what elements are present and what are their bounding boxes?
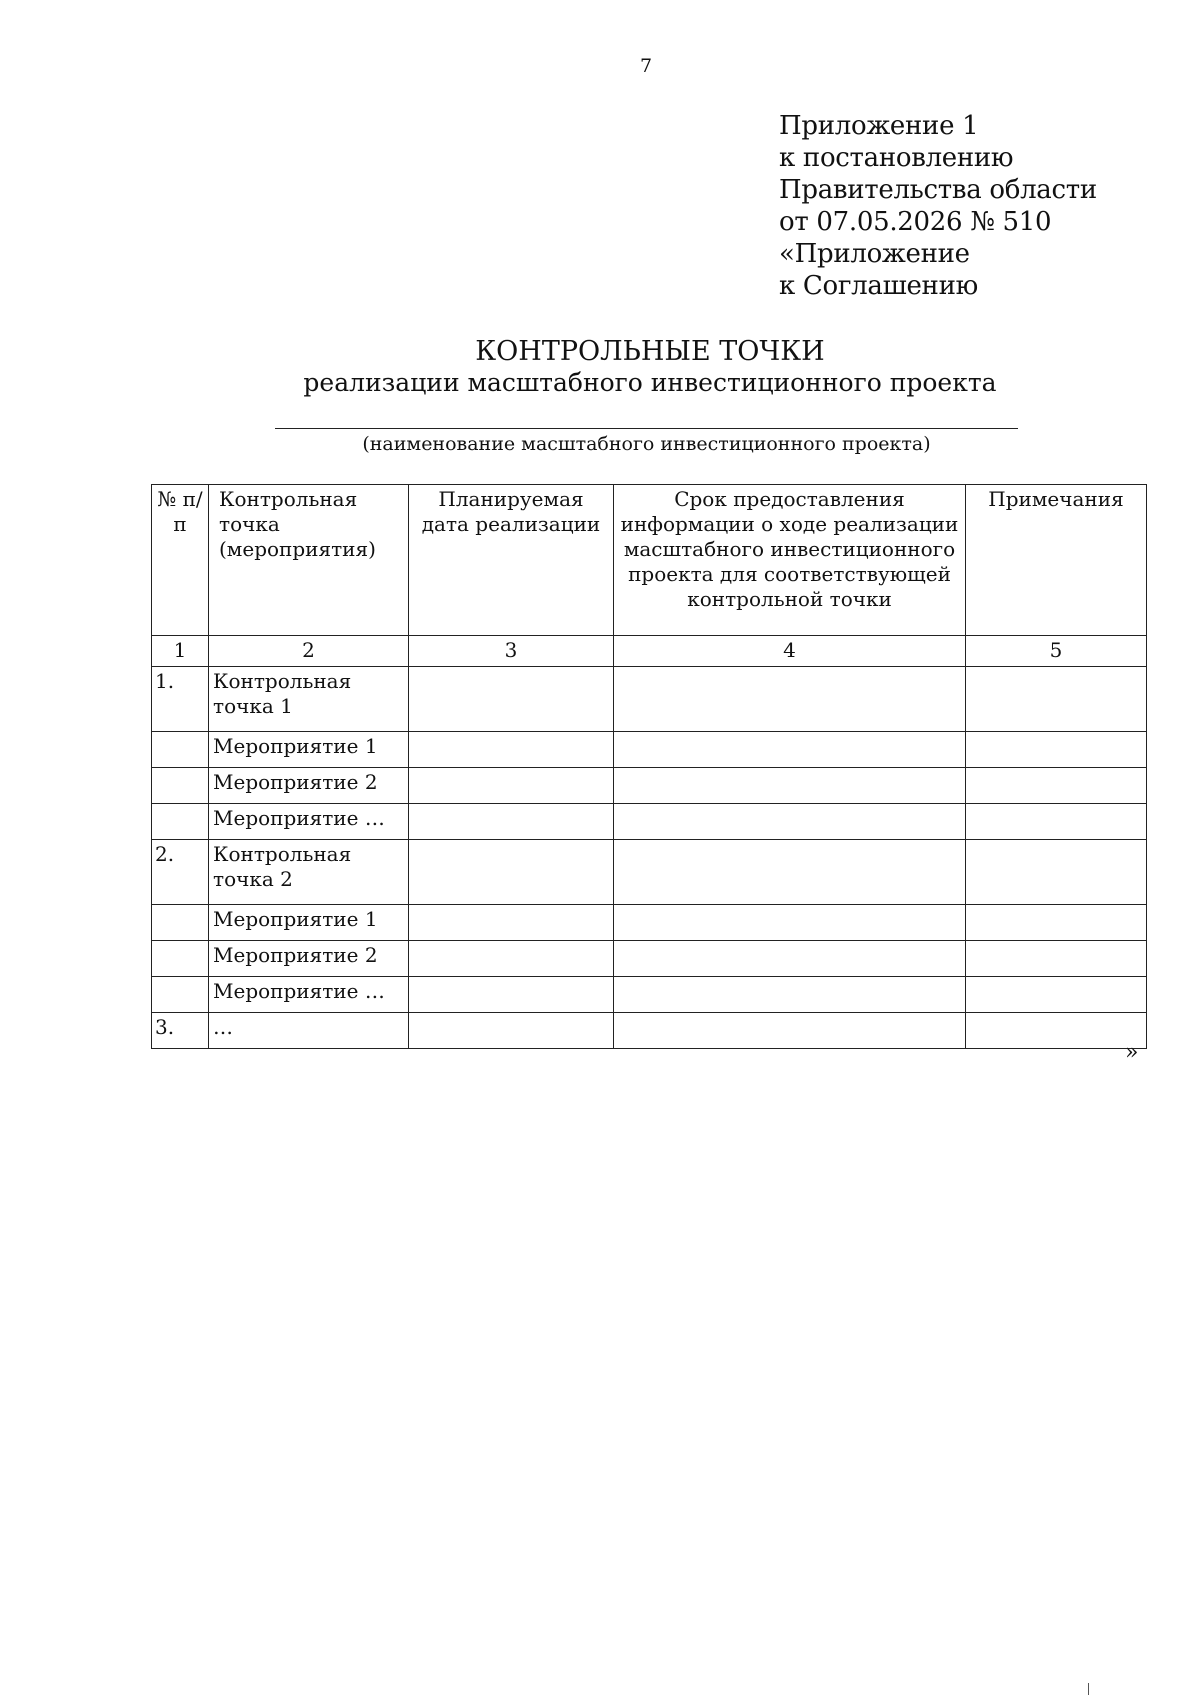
appendix-line: к постановлению bbox=[779, 143, 1014, 173]
appendix-line: к Соглашению bbox=[779, 271, 978, 301]
row-name-cell: Контрольная точка 2 bbox=[209, 840, 409, 905]
row-number-cell: 3. bbox=[152, 1013, 209, 1049]
header-cell: Примечания bbox=[966, 485, 1147, 636]
appendix-line: Правительства области bbox=[779, 175, 1097, 205]
page-number: 7 bbox=[640, 55, 653, 77]
report-deadline-cell bbox=[614, 732, 966, 768]
row-number-cell bbox=[152, 977, 209, 1013]
row-name-cell: Контрольная точка 1 bbox=[209, 667, 409, 732]
table-header-row bbox=[152, 485, 1147, 636]
row-number-cell bbox=[152, 941, 209, 977]
row-number-cell bbox=[152, 768, 209, 804]
notes-cell bbox=[966, 667, 1147, 732]
report-deadline-cell bbox=[614, 768, 966, 804]
report-deadline-cell bbox=[614, 840, 966, 905]
notes-cell bbox=[966, 977, 1147, 1013]
report-deadline-cell bbox=[614, 941, 966, 977]
table-row bbox=[152, 941, 1147, 977]
row-number-cell bbox=[152, 732, 209, 768]
table-row bbox=[152, 804, 1147, 840]
document-title: КОНТРОЛЬНЫЕ ТОЧКИ bbox=[475, 336, 825, 367]
planned-date-cell bbox=[409, 667, 614, 732]
planned-date-cell bbox=[409, 941, 614, 977]
planned-date-cell bbox=[409, 977, 614, 1013]
appendix-block bbox=[779, 110, 1097, 302]
notes-cell bbox=[966, 1013, 1147, 1049]
table-row bbox=[152, 667, 1147, 732]
row-name-cell: Мероприятие 2 bbox=[209, 941, 409, 977]
table-row bbox=[152, 732, 1147, 768]
header-cell: Контрольная точка (мероприятия) bbox=[209, 485, 409, 636]
notes-cell bbox=[966, 768, 1147, 804]
row-name-cell: Мероприятие … bbox=[209, 977, 409, 1013]
row-number-cell bbox=[152, 905, 209, 941]
row-name-cell: … bbox=[209, 1013, 409, 1049]
column-number-cell: 1 bbox=[152, 636, 209, 667]
planned-date-cell bbox=[409, 905, 614, 941]
row-name-cell: Мероприятие … bbox=[209, 804, 409, 840]
notes-cell bbox=[966, 804, 1147, 840]
project-name-line bbox=[275, 428, 1018, 429]
row-number-cell: 2. bbox=[152, 840, 209, 905]
table-row bbox=[152, 977, 1147, 1013]
table-row bbox=[152, 1013, 1147, 1049]
appendix-line: Приложение 1 bbox=[779, 111, 979, 141]
scan-edge-mark bbox=[1088, 1683, 1089, 1695]
row-number-cell bbox=[152, 804, 209, 840]
header-cell: Планируемая дата реализации bbox=[409, 485, 614, 636]
notes-cell bbox=[966, 732, 1147, 768]
report-deadline-cell bbox=[614, 1013, 966, 1049]
notes-cell bbox=[966, 905, 1147, 941]
header-cell: Срок предоставления информации о ходе реализации масштабного инвестиционного проекта для соответствующей контрольной точки bbox=[614, 485, 966, 636]
row-name-cell: Мероприятие 2 bbox=[209, 768, 409, 804]
planned-date-cell bbox=[409, 768, 614, 804]
column-number-cell: 4 bbox=[614, 636, 966, 667]
table-row bbox=[152, 768, 1147, 804]
planned-date-cell bbox=[409, 840, 614, 905]
report-deadline-cell bbox=[614, 905, 966, 941]
closing-quote: » bbox=[1125, 1040, 1139, 1065]
header-cell: № п/п bbox=[152, 485, 209, 636]
column-number-cell: 5 bbox=[966, 636, 1147, 667]
row-name-cell: Мероприятие 1 bbox=[209, 905, 409, 941]
control-points-table bbox=[151, 484, 1147, 1049]
planned-date-cell bbox=[409, 732, 614, 768]
appendix-line: «Приложение bbox=[779, 239, 970, 269]
row-name-cell: Мероприятие 1 bbox=[209, 732, 409, 768]
project-name-caption: (наименование масштабного инвестиционного проекта) bbox=[362, 433, 931, 455]
notes-cell bbox=[966, 941, 1147, 977]
column-number-cell: 2 bbox=[209, 636, 409, 667]
table-row bbox=[152, 840, 1147, 905]
document-subtitle: реализации масштабного инвестиционного проекта bbox=[303, 368, 997, 397]
appendix-line: от 07.05.2026 № 510 bbox=[779, 207, 1052, 237]
planned-date-cell bbox=[409, 804, 614, 840]
column-number-row bbox=[152, 636, 1147, 667]
report-deadline-cell bbox=[614, 977, 966, 1013]
report-deadline-cell bbox=[614, 667, 966, 732]
report-deadline-cell bbox=[614, 804, 966, 840]
planned-date-cell bbox=[409, 1013, 614, 1049]
notes-cell bbox=[966, 840, 1147, 905]
table-row bbox=[152, 905, 1147, 941]
row-number-cell: 1. bbox=[152, 667, 209, 732]
column-number-cell: 3 bbox=[409, 636, 614, 667]
